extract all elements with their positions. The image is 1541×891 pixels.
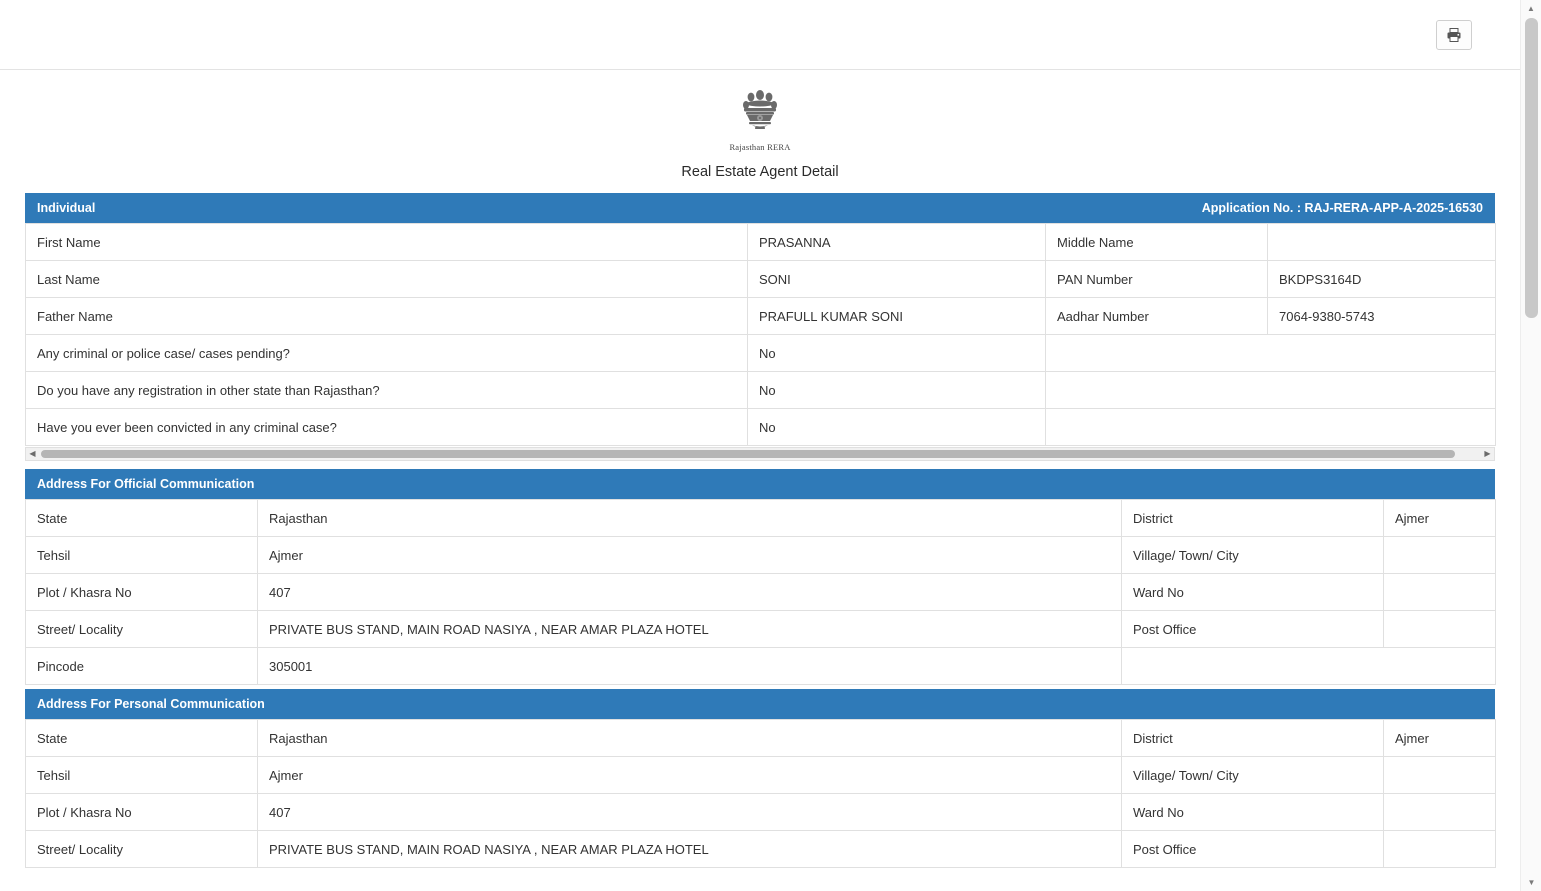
- field-label: Street/ Locality: [26, 611, 258, 648]
- field-value: PRIVATE BUS STAND, MAIN ROAD NASIYA , NEAR AMAR PLAZA HOTEL: [258, 831, 1122, 868]
- emblem-label: Rajasthan RERA: [729, 142, 791, 152]
- field-label: Ward No: [1122, 794, 1384, 831]
- field-label: District: [1122, 500, 1384, 537]
- field-empty: [1122, 648, 1496, 685]
- scroll-up-arrow-icon[interactable]: ▲: [1527, 4, 1535, 13]
- section-title: Address For Official Communication: [37, 477, 255, 491]
- scrollbar-track[interactable]: [39, 448, 1481, 460]
- table-row: [26, 372, 1496, 409]
- field-value: PRASANNA: [748, 224, 1046, 261]
- table-row: [26, 537, 1496, 574]
- emblem-block: [729, 84, 790, 152]
- print-button[interactable]: [1436, 20, 1472, 50]
- table-row: [26, 648, 1496, 685]
- field-value: 305001: [258, 648, 1122, 685]
- field-empty: [1046, 409, 1496, 446]
- field-value: [1384, 537, 1496, 574]
- application-number: Application No. : RAJ-RERA-APP-A-2025-16530: [1201, 201, 1483, 215]
- field-label: Ward No: [1122, 574, 1384, 611]
- official-address-table: [25, 499, 1496, 685]
- field-label: Any criminal or police case/ cases pending?: [26, 335, 748, 372]
- field-value: [1384, 757, 1496, 794]
- section-header-official-address: [25, 469, 1495, 499]
- field-value: [1384, 831, 1496, 868]
- india-emblem-icon: [737, 84, 783, 142]
- scroll-down-arrow-icon[interactable]: ▼: [1527, 878, 1536, 887]
- print-icon: [1446, 27, 1462, 43]
- table-row: [26, 298, 1496, 335]
- table-row: [26, 611, 1496, 648]
- scroll-left-arrow-icon[interactable]: ◀: [29, 449, 36, 458]
- field-value: No: [748, 409, 1046, 446]
- table-row: [26, 500, 1496, 537]
- field-value: 407: [258, 574, 1122, 611]
- table-row: [26, 224, 1496, 261]
- scrollbar-thumb[interactable]: [41, 450, 1455, 458]
- document-header: [0, 70, 1520, 180]
- field-empty: [1046, 335, 1496, 372]
- section-title: Individual: [37, 201, 96, 215]
- field-value: Ajmer: [258, 757, 1122, 794]
- field-label: District: [1122, 720, 1384, 757]
- field-label: Street/ Locality: [26, 831, 258, 868]
- field-label: PAN Number: [1046, 261, 1268, 298]
- field-value: Ajmer: [258, 537, 1122, 574]
- field-label: Post Office: [1122, 611, 1384, 648]
- field-value: Ajmer: [1384, 500, 1496, 537]
- field-empty: [1046, 372, 1496, 409]
- section-individual: [25, 193, 1495, 446]
- page-vertical-scrollbar[interactable]: [1520, 0, 1541, 891]
- field-label: Village/ Town/ City: [1122, 757, 1384, 794]
- field-value: [1384, 574, 1496, 611]
- field-label: Village/ Town/ City: [1122, 537, 1384, 574]
- field-value: 7064-9380-5743: [1268, 298, 1496, 335]
- field-label: Last Name: [26, 261, 748, 298]
- field-label: First Name: [26, 224, 748, 261]
- field-label: Post Office: [1122, 831, 1384, 868]
- section-official-address: [25, 469, 1495, 685]
- personal-address-table: [25, 719, 1496, 868]
- viewer-toolbar: [0, 0, 1520, 70]
- field-label: Have you ever been convicted in any criminal case?: [26, 409, 748, 446]
- field-label: Tehsil: [26, 537, 258, 574]
- table-row: [26, 261, 1496, 298]
- field-label: Pincode: [26, 648, 258, 685]
- field-label: Tehsil: [26, 757, 258, 794]
- field-value: 407: [258, 794, 1122, 831]
- field-value: No: [748, 372, 1046, 409]
- field-value: PRAFULL KUMAR SONI: [748, 298, 1046, 335]
- field-value: PRIVATE BUS STAND, MAIN ROAD NASIYA , NEAR AMAR PLAZA HOTEL: [258, 611, 1122, 648]
- section-header-individual: [25, 193, 1495, 223]
- table-row: [26, 720, 1496, 757]
- table-row: [26, 831, 1496, 868]
- field-value: SONI: [748, 261, 1046, 298]
- field-value: BKDPS3164D: [1268, 261, 1496, 298]
- field-label: Plot / Khasra No: [26, 574, 258, 611]
- table-row: [26, 757, 1496, 794]
- table-row: [26, 574, 1496, 611]
- field-value: Ajmer: [1384, 720, 1496, 757]
- field-label: Aadhar Number: [1046, 298, 1268, 335]
- page-scrollbar-thumb[interactable]: [1525, 18, 1538, 318]
- field-label: State: [26, 500, 258, 537]
- field-label: Middle Name: [1046, 224, 1268, 261]
- field-value: Rajasthan: [258, 720, 1122, 757]
- table-row: [26, 794, 1496, 831]
- table-row: [26, 409, 1496, 446]
- section-personal-address: [25, 689, 1495, 868]
- field-label: Do you have any registration in other state than Rajasthan?: [26, 372, 748, 409]
- individual-table: [25, 223, 1496, 446]
- field-value: [1384, 611, 1496, 648]
- field-value: [1268, 224, 1496, 261]
- table-row: [26, 335, 1496, 372]
- field-label: Plot / Khasra No: [26, 794, 258, 831]
- field-label: State: [26, 720, 258, 757]
- field-label: Father Name: [26, 298, 748, 335]
- section-title: Address For Personal Communication: [37, 697, 265, 711]
- field-value: No: [748, 335, 1046, 372]
- field-value: Rajasthan: [258, 500, 1122, 537]
- field-value: [1384, 794, 1496, 831]
- horizontal-scrollbar[interactable]: [25, 447, 1495, 461]
- scroll-right-arrow-icon[interactable]: ▶: [1484, 449, 1491, 458]
- section-header-personal-address: [25, 689, 1495, 719]
- page-title: Real Estate Agent Detail: [681, 164, 839, 180]
